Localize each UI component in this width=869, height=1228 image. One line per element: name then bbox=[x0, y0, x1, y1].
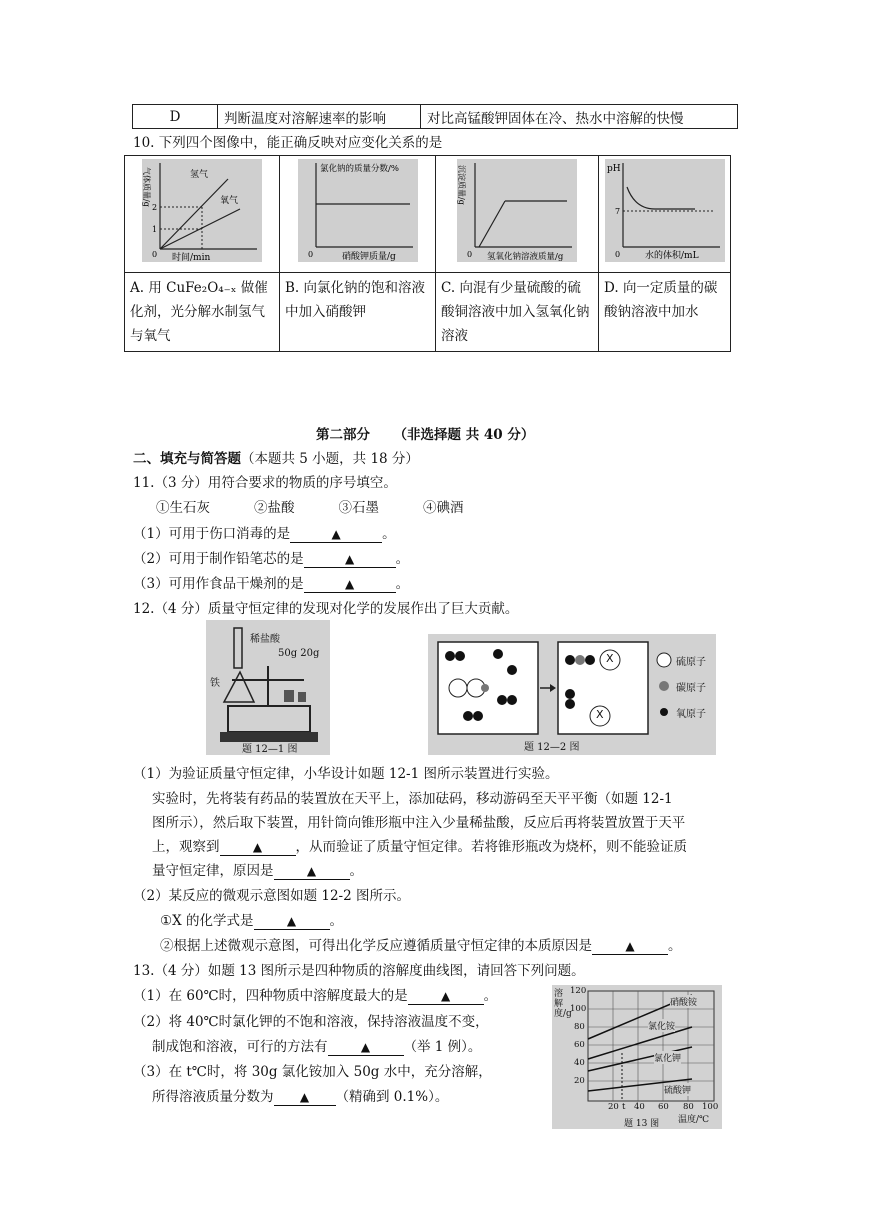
fig-13-caption: 题 13 图 bbox=[624, 1119, 660, 1129]
option-c[interactable]: C. 向混有少量硫酸的硫酸铜溶液中加入氢氧化钠溶液 bbox=[436, 273, 599, 352]
q11-item-2: （2）可用于制作铅笔芯的是 ▲ 。 bbox=[133, 551, 410, 567]
graph-a-line2: 氧气 bbox=[220, 196, 239, 206]
q12-p2-item1: ①X 的化学式是 ▲ 。 bbox=[160, 913, 344, 929]
fig-12-2 bbox=[428, 634, 716, 755]
option-d[interactable]: D. 向一定质量的碳酸钠溶液中加水 bbox=[599, 273, 731, 352]
fig-13-xtick-60: 60 bbox=[658, 1102, 669, 1112]
graph-d-ylabel: pH bbox=[606, 164, 621, 174]
fig-12-1-iron: 铁 bbox=[210, 678, 220, 689]
q13-item3-line1: （3）在 t℃时，将 30g 氯化铵加入 50g 水中，充分溶解， bbox=[133, 1064, 492, 1080]
answer-blank[interactable]: ▲ bbox=[254, 913, 330, 930]
q12-stem: 12.（4 分）质量守恒定律的发现对化学的发展作出了巨大贡献。 bbox=[133, 601, 519, 617]
graph-d-xlabel: 水的体积/mL bbox=[644, 251, 699, 261]
graph-c-ylabel: 沉淀质量/g bbox=[457, 165, 466, 205]
q12-p2-item2: ②根据上述微观示意图，可得出化学反应遵循质量守恒定律的本质原因是 ▲ 。 bbox=[160, 938, 682, 954]
q13-item2-line1: （2）将 40℃时氯化钾的不饱和溶液，保持溶液温度不变， bbox=[133, 1014, 489, 1030]
q9-row-letter: D bbox=[133, 105, 218, 129]
q12-p1-line3: 上，观察到 ▲ ，从而验证了质量守恒定律。若将锥形瓶改为烧杯，则不能验证质 bbox=[152, 839, 687, 855]
fig-13-ytick-100: 100 bbox=[570, 1004, 587, 1014]
fig-12-2-x1: X bbox=[606, 652, 614, 665]
fig-12-1-acid: 稀盐酸 bbox=[250, 634, 280, 645]
answer-blank[interactable]: ▲ bbox=[290, 526, 382, 543]
graph-a bbox=[142, 159, 262, 262]
graph-d-origin: 0 bbox=[614, 250, 620, 259]
graph-a-tick2: 1 bbox=[152, 225, 158, 234]
fig-12-1-weights: 50g 20g bbox=[278, 648, 320, 659]
graph-b-xlabel: 硝酸钾质量/g bbox=[341, 252, 396, 262]
q10-stem: 10. 下列四个图像中，能正确反映对应变化关系的是 bbox=[133, 135, 443, 151]
graph-a-origin: 0 bbox=[152, 250, 158, 259]
q13-item1: （1）在 60℃时，四种物质中溶解度最大的是 ▲ 。 bbox=[133, 988, 498, 1004]
fig-13-ytick-80: 80 bbox=[574, 1022, 585, 1032]
q12-p1-line1: 实验时，先将装有药品的装置放在天平上，添加砝码，移动游码至天平平衡（如题 12-1 bbox=[152, 791, 673, 807]
fig-13-ytick-40: 40 bbox=[574, 1058, 585, 1068]
graph-c bbox=[457, 159, 577, 262]
option-a[interactable]: A. 用 CuFe₂O₄₋ₓ 做催化剂，光分解水制氢气与氧气 bbox=[125, 273, 280, 352]
curve-potassium-sulfate: 硫酸钾 bbox=[664, 1083, 691, 1096]
graph-d bbox=[605, 159, 725, 262]
q11-item-1: （1）可用于伤口消毒的是 ▲ 。 bbox=[133, 526, 396, 542]
table-row bbox=[133, 105, 738, 129]
q12-p1-head: （1）为验证质量守恒定律，小华设计如题 12-1 图所示装置进行实验。 bbox=[133, 766, 559, 782]
q10-graph-row bbox=[125, 156, 731, 273]
legend-sulfur: 硫原子 bbox=[676, 657, 706, 668]
fig-13-xtick-40: 40 bbox=[634, 1102, 645, 1112]
fig-12-2-caption: 题 12—2 图 bbox=[524, 742, 580, 753]
curve-ammonium-chloride: 氯化铵 bbox=[648, 1019, 675, 1032]
graph-a-tick1: 2 bbox=[152, 203, 158, 212]
graph-c-origin: 0 bbox=[467, 250, 473, 259]
graph-d-tick: 7 bbox=[614, 207, 620, 216]
answer-blank[interactable]: ▲ bbox=[274, 1089, 336, 1106]
legend-oxygen: 氧原子 bbox=[676, 709, 706, 720]
fig-12-2-x2: X bbox=[596, 708, 604, 721]
fig-13-ytick-120: 120 bbox=[570, 986, 587, 996]
fig-13-ytick-20: 20 bbox=[574, 1076, 585, 1086]
graph-a-xlabel: 时间/min bbox=[172, 253, 211, 262]
graph-b bbox=[298, 159, 418, 262]
curve-ammonium-nitrate: 硝酸铵 bbox=[670, 995, 697, 1008]
answer-blank[interactable]: ▲ bbox=[592, 938, 668, 955]
q11-stem: 11.（3 分）用符合要求的物质的序号填空。 bbox=[133, 475, 397, 491]
q9-table bbox=[132, 104, 738, 129]
q13-stem: 13.（4 分）如题 13 图所示是四种物质的溶解度曲线图，请回答下列问题。 bbox=[133, 963, 585, 979]
fig-13-xlabel: 温度/℃ bbox=[678, 1115, 710, 1125]
q13-item3-line2: 所得溶液质量分数为 ▲ （精确到 0.1%）。 bbox=[152, 1089, 449, 1105]
fig-12-1 bbox=[206, 620, 330, 755]
graph-b-ylabel: 氯化钠的质量分数/% bbox=[319, 164, 399, 174]
fig-13 bbox=[552, 985, 722, 1129]
answer-blank[interactable]: ▲ bbox=[328, 1039, 404, 1056]
fig-13-ylabel: 溶解度/g bbox=[554, 989, 572, 1019]
answer-blank[interactable]: ▲ bbox=[304, 576, 396, 593]
q9-row-purpose: 判断温度对溶解速率的影响 bbox=[218, 105, 421, 129]
legend-carbon: 碳原子 bbox=[676, 683, 706, 694]
q13-item2-line2: 制成饱和溶液，可行的方法有 ▲ （举 1 例）。 bbox=[152, 1039, 482, 1055]
q12-p2-head: （2）某反应的微观示意图如题 12-2 图所示。 bbox=[133, 888, 410, 904]
q11-choices: ①生石灰 ②盐酸 ③石墨 ④碘酒 bbox=[156, 500, 464, 516]
fig-13-xtick-80: 80 bbox=[683, 1102, 694, 1112]
fig-13-xtick-t: t bbox=[622, 1102, 626, 1112]
q9-row-method: 对比高锰酸钾固体在冷、热水中溶解的快慢 bbox=[421, 105, 738, 129]
q11-item-3: （3）可用作食品干燥剂的是 ▲ 。 bbox=[133, 576, 410, 592]
answer-blank[interactable]: ▲ bbox=[304, 551, 396, 568]
q10-table bbox=[124, 155, 731, 352]
fig-12-1-caption: 题 12—1 图 bbox=[242, 744, 298, 755]
fig-13-ytick-60: 60 bbox=[574, 1040, 585, 1050]
answer-blank[interactable]: ▲ bbox=[274, 863, 350, 880]
option-b[interactable]: B. 向氯化钠的饱和溶液中加入硝酸钾 bbox=[280, 273, 436, 352]
answer-blank[interactable]: ▲ bbox=[408, 988, 484, 1005]
q12-p1-line4: 量守恒定律，原因是 ▲ 。 bbox=[152, 863, 363, 879]
graph-a-line1: 氢气 bbox=[190, 170, 209, 180]
fig-13-xtick-20: 20 bbox=[608, 1102, 619, 1112]
q12-p1-line2: 图所示），然后取下装置，用针筒向锥形瓶中注入少量稀盐酸，反应后再将装置放置于天平 bbox=[152, 815, 686, 831]
section2-heading: 二、填充与简答题（本题共 5 小题，共 18 分） bbox=[133, 451, 419, 467]
fig-13-xtick-100: 100 bbox=[702, 1102, 719, 1112]
graph-a-ylabel: 气体质量/g bbox=[142, 167, 151, 207]
q10-option-row bbox=[125, 273, 731, 352]
curve-potassium-chloride: 氯化钾 bbox=[654, 1051, 681, 1064]
graph-c-xlabel: 氢氧化钠溶液质量/g bbox=[487, 252, 564, 262]
graph-b-origin: 0 bbox=[307, 250, 313, 259]
part2-title: 第二部分 （非选择题 共 40 分） bbox=[316, 427, 535, 443]
answer-blank[interactable]: ▲ bbox=[220, 839, 296, 856]
